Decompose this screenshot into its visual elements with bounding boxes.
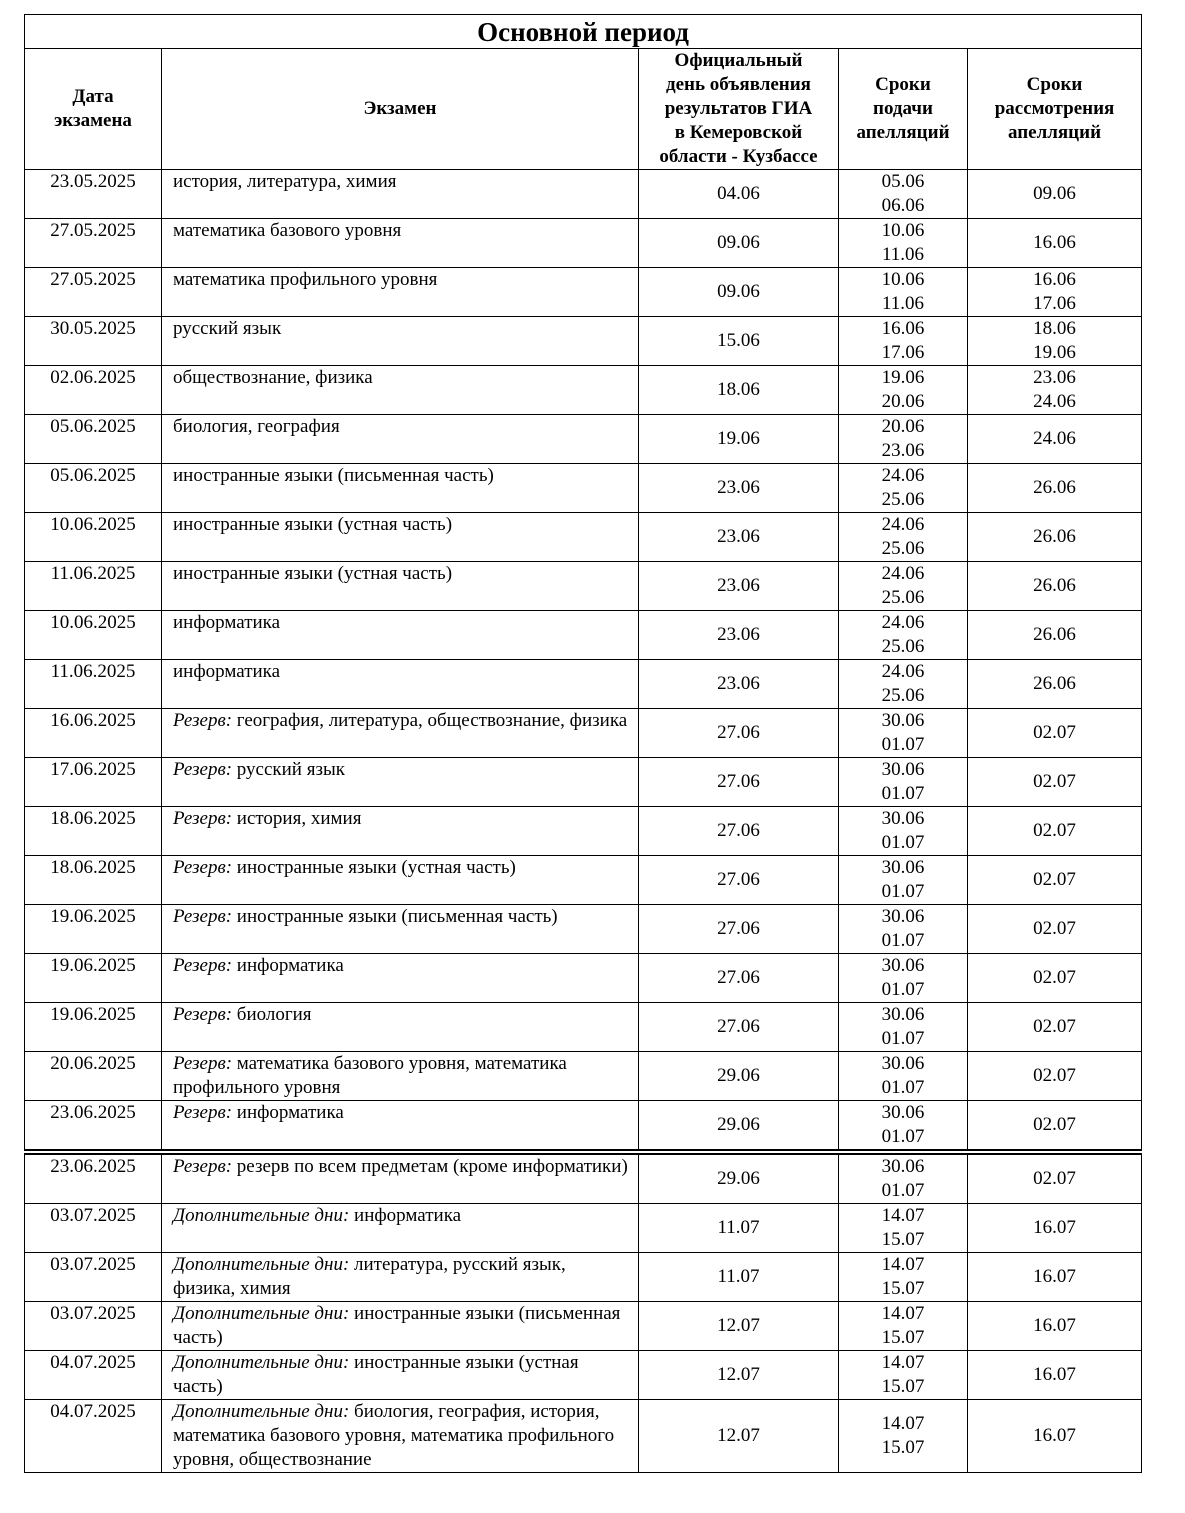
exam-name-cell (162, 1101, 639, 1153)
appeal-submit-cell (839, 562, 968, 611)
exam-date-cell: 23.06.2025 (25, 1101, 162, 1153)
appeal-submit-dates: 30.06 01.07 (881, 857, 925, 902)
exam-date-cell: 23.06.2025 (25, 1152, 162, 1204)
exam-prefix: Резерв: (173, 710, 233, 731)
exam-prefix: Резерв: (173, 1156, 233, 1177)
table-row (25, 170, 1142, 219)
results-date-cell: 29.06 (639, 1101, 839, 1153)
appeal-review-cell (968, 1052, 1142, 1101)
appeal-submit-cell (839, 1253, 968, 1302)
header-exam-label: Экзамен (363, 98, 437, 119)
results-date-cell: 23.06 (639, 660, 839, 709)
appeal-submit-dates: 10.06 11.06 (881, 220, 925, 265)
appeal-review-cell (968, 219, 1142, 268)
table-row (25, 660, 1142, 709)
exam-subjects: иностранные языки (устная часть) (173, 563, 453, 584)
appeal-review-dates: 16.07 (1033, 1364, 1076, 1385)
exam-prefix: Резерв: (173, 1004, 233, 1025)
exam-name-cell (162, 1152, 639, 1204)
results-date-cell: 18.06 (639, 366, 839, 415)
appeal-review-cell (968, 513, 1142, 562)
exam-prefix: Дополнительные дни: (173, 1352, 350, 1373)
appeal-review-cell (968, 464, 1142, 513)
appeal-review-dates: 02.07 (1033, 722, 1076, 743)
exam-subjects: литература, русский язык, физика, химия (173, 1254, 566, 1299)
exam-subjects: информатика (232, 1102, 344, 1123)
exam-subjects: биология (232, 1004, 312, 1025)
exam-subjects: математика профильного уровня (173, 269, 438, 290)
table-row (25, 1302, 1142, 1351)
appeal-submit-cell (839, 317, 968, 366)
appeal-review-dates: 16.07 (1033, 1266, 1076, 1287)
appeal-submit-dates: 24.06 25.06 (881, 465, 925, 510)
exam-subjects: информатика (173, 661, 281, 682)
exam-subjects: иностранные языки (устная часть) (173, 1352, 579, 1397)
table-row (25, 1204, 1142, 1253)
exam-subjects: русский язык (173, 318, 282, 339)
appeal-review-dates: 02.07 (1033, 771, 1076, 792)
appeal-submit-dates: 30.06 01.07 (881, 1156, 925, 1201)
exam-prefix: Резерв: (173, 759, 233, 780)
appeal-submit-cell (839, 1003, 968, 1052)
exam-prefix: Резерв: (173, 955, 233, 976)
exam-subjects: иностранные языки (устная часть) (173, 514, 453, 535)
appeal-review-dates: 26.06 (1033, 477, 1076, 498)
exam-date-cell: 30.05.2025 (25, 317, 162, 366)
exam-subjects: иностранные языки (письменная часть) (232, 906, 558, 927)
exam-date-cell: 27.05.2025 (25, 219, 162, 268)
exam-name-cell (162, 1351, 639, 1400)
results-date-cell: 27.06 (639, 807, 839, 856)
appeal-submit-cell (839, 807, 968, 856)
appeal-submit-dates: 14.07 15.07 (881, 1254, 925, 1299)
appeal-submit-dates: 24.06 25.06 (881, 563, 925, 608)
exam-date-cell: 19.06.2025 (25, 1003, 162, 1052)
appeal-review-cell (968, 317, 1142, 366)
exam-subjects: иностранные языки (письменная часть) (173, 465, 494, 486)
results-date-cell: 27.06 (639, 905, 839, 954)
table-row (25, 464, 1142, 513)
table-row (25, 415, 1142, 464)
exam-name-cell (162, 366, 639, 415)
exam-name-cell (162, 660, 639, 709)
exam-name-cell (162, 1003, 639, 1052)
table-row (25, 562, 1142, 611)
header-appeal-review (968, 49, 1142, 170)
exam-subjects: история, химия (232, 808, 362, 829)
appeal-review-cell (968, 1152, 1142, 1204)
exam-date-cell: 11.06.2025 (25, 660, 162, 709)
exam-subjects: биология, география (173, 416, 340, 437)
exam-name-cell (162, 954, 639, 1003)
results-date-cell: 29.06 (639, 1052, 839, 1101)
appeal-submit-cell (839, 758, 968, 807)
results-date-cell: 27.06 (639, 954, 839, 1003)
exam-name-cell (162, 1400, 639, 1473)
appeal-review-dates: 26.06 (1033, 526, 1076, 547)
appeal-submit-dates: 30.06 01.07 (881, 955, 925, 1000)
exam-name-cell (162, 905, 639, 954)
exam-date-cell: 20.06.2025 (25, 1052, 162, 1101)
exam-date-cell: 17.06.2025 (25, 758, 162, 807)
appeal-review-dates: 18.06 19.06 (1033, 318, 1076, 363)
results-date-cell: 27.06 (639, 1003, 839, 1052)
table-row (25, 513, 1142, 562)
header-appeal-submit (839, 49, 968, 170)
exam-date-cell: 02.06.2025 (25, 366, 162, 415)
header-row (25, 49, 1142, 170)
appeal-review-cell (968, 611, 1142, 660)
exam-name-cell (162, 268, 639, 317)
appeal-review-dates: 09.06 (1033, 183, 1076, 204)
appeal-submit-cell (839, 1400, 968, 1473)
appeal-submit-cell (839, 611, 968, 660)
exam-prefix: Резерв: (173, 906, 233, 927)
results-date-cell: 12.07 (639, 1302, 839, 1351)
exam-subjects: история, литература, химия (173, 171, 397, 192)
exam-date-cell: 04.07.2025 (25, 1351, 162, 1400)
results-date-cell: 23.06 (639, 513, 839, 562)
header-date (25, 49, 162, 170)
header-appeal-review-label: Сроки рассмотрения апелляций (994, 74, 1115, 143)
exam-date-cell: 19.06.2025 (25, 954, 162, 1003)
exam-subjects: информатика (349, 1205, 462, 1226)
appeal-review-cell (968, 268, 1142, 317)
appeal-review-cell (968, 1101, 1142, 1153)
appeal-submit-dates: 30.06 01.07 (881, 759, 925, 804)
appeal-submit-dates: 19.06 20.06 (881, 367, 925, 412)
exam-subjects: информатика (232, 955, 344, 976)
exam-subjects: информатика (173, 612, 281, 633)
table-row (25, 1253, 1142, 1302)
appeal-submit-cell (839, 954, 968, 1003)
appeal-submit-dates: 30.06 01.07 (881, 1004, 925, 1049)
results-date-cell: 15.06 (639, 317, 839, 366)
exam-name-cell (162, 170, 639, 219)
exam-date-cell: 03.07.2025 (25, 1204, 162, 1253)
header-date-label: Дата экзамена (54, 86, 132, 131)
appeal-submit-dates: 24.06 25.06 (881, 612, 925, 657)
exam-date-cell: 18.06.2025 (25, 856, 162, 905)
exam-name-cell (162, 317, 639, 366)
appeal-submit-dates: 20.06 23.06 (881, 416, 925, 461)
exam-name-cell (162, 856, 639, 905)
appeal-review-cell (968, 1351, 1142, 1400)
results-date-cell: 19.06 (639, 415, 839, 464)
table-row (25, 1351, 1142, 1400)
title-row (25, 15, 1142, 49)
appeal-review-dates: 02.07 (1033, 1168, 1076, 1189)
appeal-submit-dates: 30.06 01.07 (881, 906, 925, 951)
results-date-cell: 23.06 (639, 464, 839, 513)
exam-date-cell: 16.06.2025 (25, 709, 162, 758)
exam-subjects: математика базового уровня (173, 220, 402, 241)
exam-name-cell (162, 219, 639, 268)
exam-name-cell (162, 1253, 639, 1302)
exam-subjects: резерв по всем предметам (кроме информатики) (232, 1156, 628, 1177)
appeal-review-cell (968, 366, 1142, 415)
appeal-submit-dates: 30.06 01.07 (881, 808, 925, 853)
exam-subjects: иностранные языки (устная часть) (232, 857, 516, 878)
appeal-submit-dates: 14.07 15.07 (881, 1352, 925, 1397)
exam-name-cell (162, 1302, 639, 1351)
appeal-submit-cell (839, 660, 968, 709)
exam-schedule-table (24, 14, 1142, 1473)
results-date-cell: 23.06 (639, 611, 839, 660)
results-date-cell: 27.06 (639, 856, 839, 905)
appeal-submit-cell (839, 513, 968, 562)
results-date-cell: 04.06 (639, 170, 839, 219)
exam-name-cell (162, 1204, 639, 1253)
exam-prefix: Резерв: (173, 1053, 233, 1074)
table-row (25, 219, 1142, 268)
header-exam (162, 49, 639, 170)
table-row (25, 856, 1142, 905)
table-row (25, 1003, 1142, 1052)
table-row (25, 1101, 1142, 1153)
appeal-review-cell (968, 856, 1142, 905)
appeal-review-cell (968, 905, 1142, 954)
exam-prefix: Дополнительные дни: (173, 1303, 350, 1324)
appeal-review-dates: 02.07 (1033, 820, 1076, 841)
results-date-cell: 11.07 (639, 1253, 839, 1302)
appeal-review-dates: 16.07 (1033, 1315, 1076, 1336)
appeal-submit-dates: 14.07 15.07 (881, 1303, 925, 1348)
appeal-review-dates: 16.06 (1033, 232, 1076, 253)
exam-subjects: география, литература, обществознание, физика (232, 710, 628, 731)
appeal-review-dates: 26.06 (1033, 575, 1076, 596)
appeal-submit-cell (839, 219, 968, 268)
appeal-review-cell (968, 807, 1142, 856)
appeal-review-cell (968, 758, 1142, 807)
appeal-submit-cell (839, 1204, 968, 1253)
appeal-submit-dates: 30.06 01.07 (881, 710, 925, 755)
appeal-submit-cell (839, 856, 968, 905)
exam-date-cell: 27.05.2025 (25, 268, 162, 317)
appeal-submit-dates: 16.06 17.06 (881, 318, 925, 363)
appeal-submit-dates: 05.06 06.06 (881, 171, 925, 216)
appeal-submit-cell (839, 1052, 968, 1101)
appeal-review-dates: 26.06 (1033, 673, 1076, 694)
appeal-submit-cell (839, 268, 968, 317)
table-row (25, 1400, 1142, 1473)
appeal-submit-cell (839, 709, 968, 758)
appeal-review-cell (968, 415, 1142, 464)
exam-name-cell (162, 1052, 639, 1101)
appeal-review-cell (968, 1204, 1142, 1253)
appeal-submit-cell (839, 366, 968, 415)
exam-name-cell (162, 464, 639, 513)
appeal-review-dates: 26.06 (1033, 624, 1076, 645)
appeal-submit-cell (839, 170, 968, 219)
results-date-cell: 23.06 (639, 562, 839, 611)
appeal-review-dates: 16.06 17.06 (1033, 269, 1076, 314)
table-row (25, 366, 1142, 415)
appeal-review-cell (968, 954, 1142, 1003)
appeal-submit-cell (839, 415, 968, 464)
header-results (639, 49, 839, 170)
appeal-review-dates: 24.06 (1033, 428, 1076, 449)
exam-name-cell (162, 513, 639, 562)
table-row (25, 709, 1142, 758)
exam-subjects: математика базового уровня, математика профильного уровня (173, 1053, 567, 1098)
exam-prefix: Резерв: (173, 808, 233, 829)
appeal-submit-dates: 24.06 25.06 (881, 514, 925, 559)
table-row (25, 268, 1142, 317)
exam-prefix: Дополнительные дни: (173, 1401, 350, 1422)
appeal-submit-dates: 14.07 15.07 (881, 1205, 925, 1250)
appeal-submit-cell (839, 1101, 968, 1153)
exam-date-cell: 11.06.2025 (25, 562, 162, 611)
appeal-review-dates: 02.07 (1033, 869, 1076, 890)
table-row (25, 611, 1142, 660)
appeal-review-dates: 02.07 (1033, 918, 1076, 939)
exam-name-cell (162, 562, 639, 611)
results-date-cell: 27.06 (639, 709, 839, 758)
table-body (25, 170, 1142, 1473)
appeal-submit-dates: 10.06 11.06 (881, 269, 925, 314)
appeal-review-cell (968, 1003, 1142, 1052)
appeal-submit-cell (839, 1351, 968, 1400)
exam-name-cell (162, 758, 639, 807)
header-appeal-submit-label: Сроки подачи апелляций (856, 74, 950, 143)
table-row (25, 758, 1142, 807)
exam-subjects: русский язык (232, 759, 345, 780)
appeal-review-cell (968, 1400, 1142, 1473)
exam-prefix: Дополнительные дни: (173, 1254, 350, 1275)
appeal-review-dates: 16.07 (1033, 1217, 1076, 1238)
table-title: Основной период (25, 15, 1142, 49)
exam-date-cell: 03.07.2025 (25, 1302, 162, 1351)
exam-subjects: иностранные языки (письменная часть) (173, 1303, 621, 1348)
exam-name-cell (162, 709, 639, 758)
appeal-submit-cell (839, 1302, 968, 1351)
results-date-cell: 09.06 (639, 219, 839, 268)
table-row (25, 807, 1142, 856)
appeal-review-cell (968, 1302, 1142, 1351)
appeal-review-dates: 02.07 (1033, 1016, 1076, 1037)
results-date-cell: 27.06 (639, 758, 839, 807)
exam-date-cell: 10.06.2025 (25, 611, 162, 660)
results-date-cell: 29.06 (639, 1152, 839, 1204)
appeal-submit-cell (839, 464, 968, 513)
table-row (25, 905, 1142, 954)
results-date-cell: 12.07 (639, 1351, 839, 1400)
exam-prefix: Резерв: (173, 1102, 233, 1123)
exam-prefix: Дополнительные дни: (173, 1205, 350, 1226)
appeal-submit-dates: 30.06 01.07 (881, 1053, 925, 1098)
table-row (25, 954, 1142, 1003)
exam-subjects: биология, география, история, математика базового уровня, математика профильного уровня, обществознание (173, 1401, 615, 1470)
exam-date-cell: 19.06.2025 (25, 905, 162, 954)
exam-date-cell: 05.06.2025 (25, 415, 162, 464)
exam-name-cell (162, 807, 639, 856)
exam-date-cell: 05.06.2025 (25, 464, 162, 513)
exam-date-cell: 03.07.2025 (25, 1253, 162, 1302)
appeal-submit-dates: 14.07 15.07 (881, 1413, 925, 1458)
appeal-review-cell (968, 170, 1142, 219)
appeal-review-cell (968, 562, 1142, 611)
exam-subjects: обществознание, физика (173, 367, 373, 388)
exam-name-cell (162, 415, 639, 464)
results-date-cell: 11.07 (639, 1204, 839, 1253)
appeal-review-dates: 02.07 (1033, 967, 1076, 988)
appeal-submit-dates: 30.06 01.07 (881, 1102, 925, 1147)
exam-prefix: Резерв: (173, 857, 233, 878)
appeal-review-cell (968, 709, 1142, 758)
exam-date-cell: 23.05.2025 (25, 170, 162, 219)
table-row (25, 1152, 1142, 1204)
header-results-label: Официальный день объявления результатов ГИА в Кемеровской области - Кузбассе (659, 50, 818, 167)
table-row (25, 1052, 1142, 1101)
appeal-review-dates: 16.07 (1033, 1425, 1076, 1446)
exam-date-cell: 18.06.2025 (25, 807, 162, 856)
appeal-review-cell (968, 660, 1142, 709)
appeal-submit-cell (839, 905, 968, 954)
results-date-cell: 09.06 (639, 268, 839, 317)
appeal-submit-cell (839, 1152, 968, 1204)
exam-name-cell (162, 611, 639, 660)
table-row (25, 317, 1142, 366)
exam-date-cell: 10.06.2025 (25, 513, 162, 562)
appeal-review-dates: 02.07 (1033, 1114, 1076, 1135)
appeal-review-dates: 23.06 24.06 (1033, 367, 1076, 412)
appeal-review-dates: 02.07 (1033, 1065, 1076, 1086)
appeal-submit-dates: 24.06 25.06 (881, 661, 925, 706)
results-date-cell: 12.07 (639, 1400, 839, 1473)
exam-date-cell: 04.07.2025 (25, 1400, 162, 1473)
appeal-review-cell (968, 1253, 1142, 1302)
